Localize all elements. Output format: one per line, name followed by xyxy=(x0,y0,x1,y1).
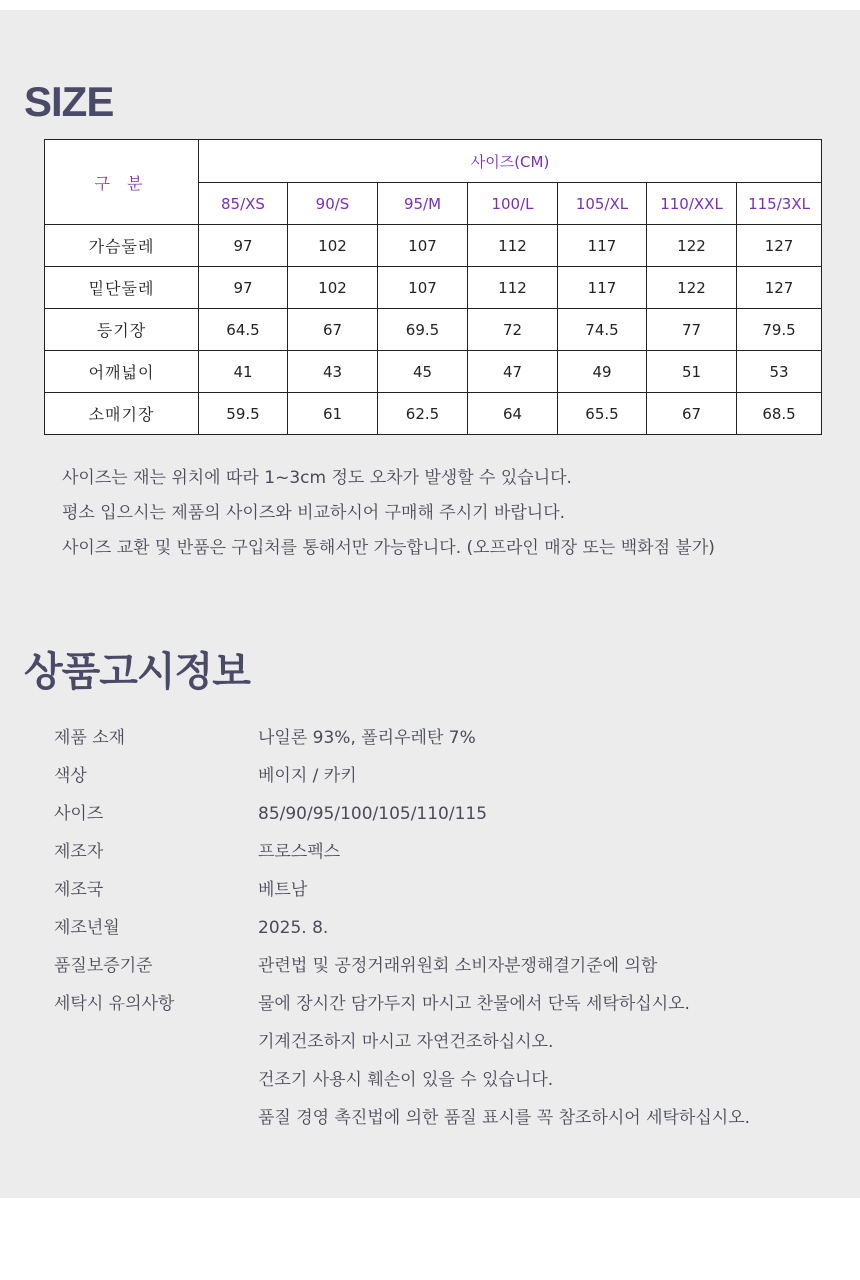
table-cell: 49 xyxy=(558,351,647,393)
table-cell: 68.5 xyxy=(737,393,822,435)
info-value: 기계건조하지 마시고 자연건조하십시오. xyxy=(258,1032,554,1052)
table-cell: 67 xyxy=(288,309,378,351)
table-cell: 127 xyxy=(737,267,822,309)
size-note: 사이즈는 재는 위치에 따라 1~3cm 정도 오차가 발생할 수 있습니다. xyxy=(62,468,572,488)
content-panel xyxy=(0,10,860,1198)
table-corner-label: 구 분 xyxy=(45,140,199,225)
info-key: 제조국 xyxy=(54,880,104,900)
table-cell: 122 xyxy=(647,267,737,309)
table-cell: 59.5 xyxy=(199,393,288,435)
size-header: 95/M xyxy=(378,183,468,225)
info-value: 85/90/95/100/105/110/115 xyxy=(258,804,488,824)
table-cell: 41 xyxy=(199,351,288,393)
table-cell: 77 xyxy=(647,309,737,351)
info-value: 베이지 / 카키 xyxy=(258,766,357,786)
table-cell: 102 xyxy=(288,225,378,267)
table-cell: 53 xyxy=(737,351,822,393)
size-table xyxy=(44,139,822,435)
table-cell: 107 xyxy=(378,225,468,267)
table-cell: 62.5 xyxy=(378,393,468,435)
info-key: 색상 xyxy=(54,766,87,786)
table-cell: 61 xyxy=(288,393,378,435)
row-label: 소매기장 xyxy=(45,393,199,435)
row-label: 어깨넓이 xyxy=(45,351,199,393)
table-row xyxy=(45,309,822,351)
size-note: 평소 입으시는 제품의 사이즈와 비교하시어 구매해 주시기 바랍니다. xyxy=(62,503,566,523)
table-cell: 97 xyxy=(199,225,288,267)
table-cell: 97 xyxy=(199,267,288,309)
row-label: 가슴둘레 xyxy=(45,225,199,267)
table-cell: 51 xyxy=(647,351,737,393)
table-cell: 117 xyxy=(558,225,647,267)
info-value: 건조기 사용시 훼손이 있을 수 있습니다. xyxy=(258,1070,554,1090)
table-cell: 112 xyxy=(468,225,558,267)
info-key: 제조자 xyxy=(54,842,104,862)
table-cell: 102 xyxy=(288,267,378,309)
table-cell: 69.5 xyxy=(378,309,468,351)
table-cell: 117 xyxy=(558,267,647,309)
info-value: 베트남 xyxy=(258,880,308,900)
table-cell: 65.5 xyxy=(558,393,647,435)
table-cell: 74.5 xyxy=(558,309,647,351)
size-header: 100/L xyxy=(468,183,558,225)
table-cell: 43 xyxy=(288,351,378,393)
table-row xyxy=(45,267,822,309)
info-value: 나일론 93%, 폴리우레탄 7% xyxy=(258,728,476,748)
size-note: 사이즈 교환 및 반품은 구입처를 통해서만 가능합니다. (오프라인 매장 또는 백화점 불가) xyxy=(62,538,715,558)
info-value-list xyxy=(258,987,750,1139)
info-value: 프로스펙스 xyxy=(258,842,341,862)
table-row xyxy=(45,393,822,435)
table-cell: 67 xyxy=(647,393,737,435)
product-info-title: 상품고시정보 xyxy=(24,649,250,695)
table-cell: 45 xyxy=(378,351,468,393)
table-cell: 64 xyxy=(468,393,558,435)
row-label: 등기장 xyxy=(45,309,199,351)
info-value: 물에 장시간 담가두지 마시고 찬물에서 단독 세탁하십시오. xyxy=(258,994,690,1014)
size-section-title: SIZE xyxy=(24,78,114,125)
info-key: 제조년월 xyxy=(54,918,120,938)
table-cell: 72 xyxy=(468,309,558,351)
info-key: 세탁시 유의사항 xyxy=(54,994,175,1014)
info-value: 관련법 및 공정거래위원회 소비자분쟁해결기준에 의함 xyxy=(258,956,658,976)
info-key: 제품 소재 xyxy=(54,728,126,748)
size-header: 90/S xyxy=(288,183,378,225)
info-key: 사이즈 xyxy=(54,804,104,824)
size-header: 110/XXL xyxy=(647,183,737,225)
row-label: 밑단둘레 xyxy=(45,267,199,309)
size-notes xyxy=(62,463,715,568)
info-value: 품질 경영 촉진법에 의한 품질 표시를 꼭 참조하시어 세탁하십시오. xyxy=(258,1108,751,1128)
size-header: 115/3XL xyxy=(737,183,822,225)
size-group-header: 사이즈(CM) xyxy=(199,140,822,183)
table-cell: 79.5 xyxy=(737,309,822,351)
table-cell: 107 xyxy=(378,267,468,309)
table-cell: 47 xyxy=(468,351,558,393)
size-header: 85/XS xyxy=(199,183,288,225)
table-cell: 112 xyxy=(468,267,558,309)
table-row xyxy=(45,351,822,393)
info-key: 품질보증기준 xyxy=(54,956,153,976)
table-cell: 122 xyxy=(647,225,737,267)
table-cell: 127 xyxy=(737,225,822,267)
table-row xyxy=(45,225,822,267)
info-value: 2025. 8. xyxy=(258,918,329,938)
size-header: 105/XL xyxy=(558,183,647,225)
table-cell: 64.5 xyxy=(199,309,288,351)
